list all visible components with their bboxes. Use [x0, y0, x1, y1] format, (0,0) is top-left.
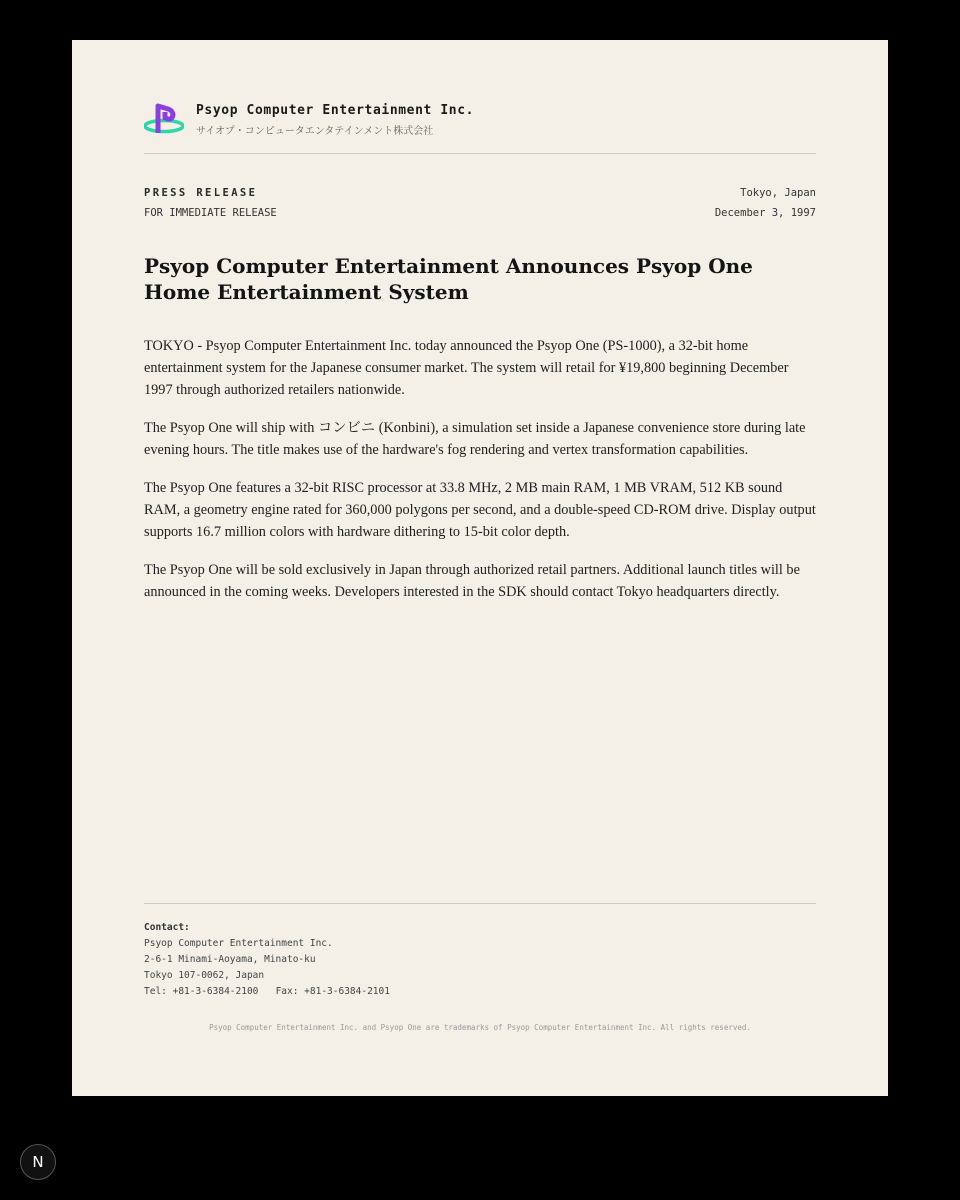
contact-tel: Tel: +81-3-6384-2100 — [144, 986, 259, 997]
paragraph: The Psyop One will ship with コンビニ (Konbini), a simulation set inside a Japanese convenience store during late evening hours. The title makes use of the hardware's fog rendering and vertex transformation capabilities. — [144, 420, 806, 458]
press-release-page — [72, 40, 888, 1096]
page-content — [144, 40, 816, 1096]
contact-block — [144, 920, 390, 1000]
contact-fax: Fax: +81-3-6384-2101 — [275, 986, 390, 997]
contact-city: Tokyo 107-0062, Japan — [144, 970, 265, 981]
article-body — [144, 335, 816, 619]
trademark-notice: Psyop Computer Entertainment Inc. and Psyop One are trademarks of Psyop Computer Entertainment Inc. All rights reserved. — [209, 1023, 751, 1032]
company-name-en: Psyop Computer Entertainment Inc. — [196, 103, 475, 118]
headline: Psyop Computer Entertainment Announces Psyop One Home Entertainment System — [144, 254, 753, 304]
psyop-logo-icon — [144, 102, 184, 136]
footer-divider — [144, 903, 816, 904]
contact-address: 2-6-1 Minami-Aoyama, Minato-ku — [144, 954, 316, 965]
paragraph: The Psyop One will be sold exclusively in Japan through authorized retail partners. Additional launch titles will be announced in the coming weeks. Developers interested in the SDK should contact Tokyo headquarters directly. — [144, 562, 800, 600]
next-dev-badge-icon[interactable]: N — [20, 1144, 56, 1180]
letterhead — [144, 102, 816, 138]
contact-label: Contact: — [144, 922, 190, 933]
press-release-label: PRESS RELEASE — [144, 187, 258, 199]
location-text: Tokyo, Japan — [740, 187, 816, 199]
contact-company: Psyop Computer Entertainment Inc. — [144, 938, 333, 949]
company-name-jp: サイオプ・コンピュータエンタテインメント株式会社 — [196, 126, 434, 137]
paragraph: The Psyop One features a 32-bit RISC processor at 33.8 MHz, 2 MB main RAM, 1 MB VRAM, 512 KB sound RAM, a geometry engine rated for 360,000 polygons per second, and a double-speed CD-ROM drive. Display output supports 16.7 million colors with hardware dithering to 15-bit color depth. — [144, 480, 816, 540]
immediate-release-label: FOR IMMEDIATE RELEASE — [144, 207, 277, 219]
contact-phone-row — [144, 984, 390, 1000]
paragraph: TOKYO - Psyop Computer Entertainment Inc. today announced the Psyop One (PS-1000), a 32-bit home entertainment system for the Japanese consumer market. The system will retail for ¥19,800 beginning December 1997 through authorized retailers nationwide. — [144, 338, 789, 398]
date-text: December 3, 1997 — [714, 207, 816, 219]
header-divider — [144, 153, 816, 154]
